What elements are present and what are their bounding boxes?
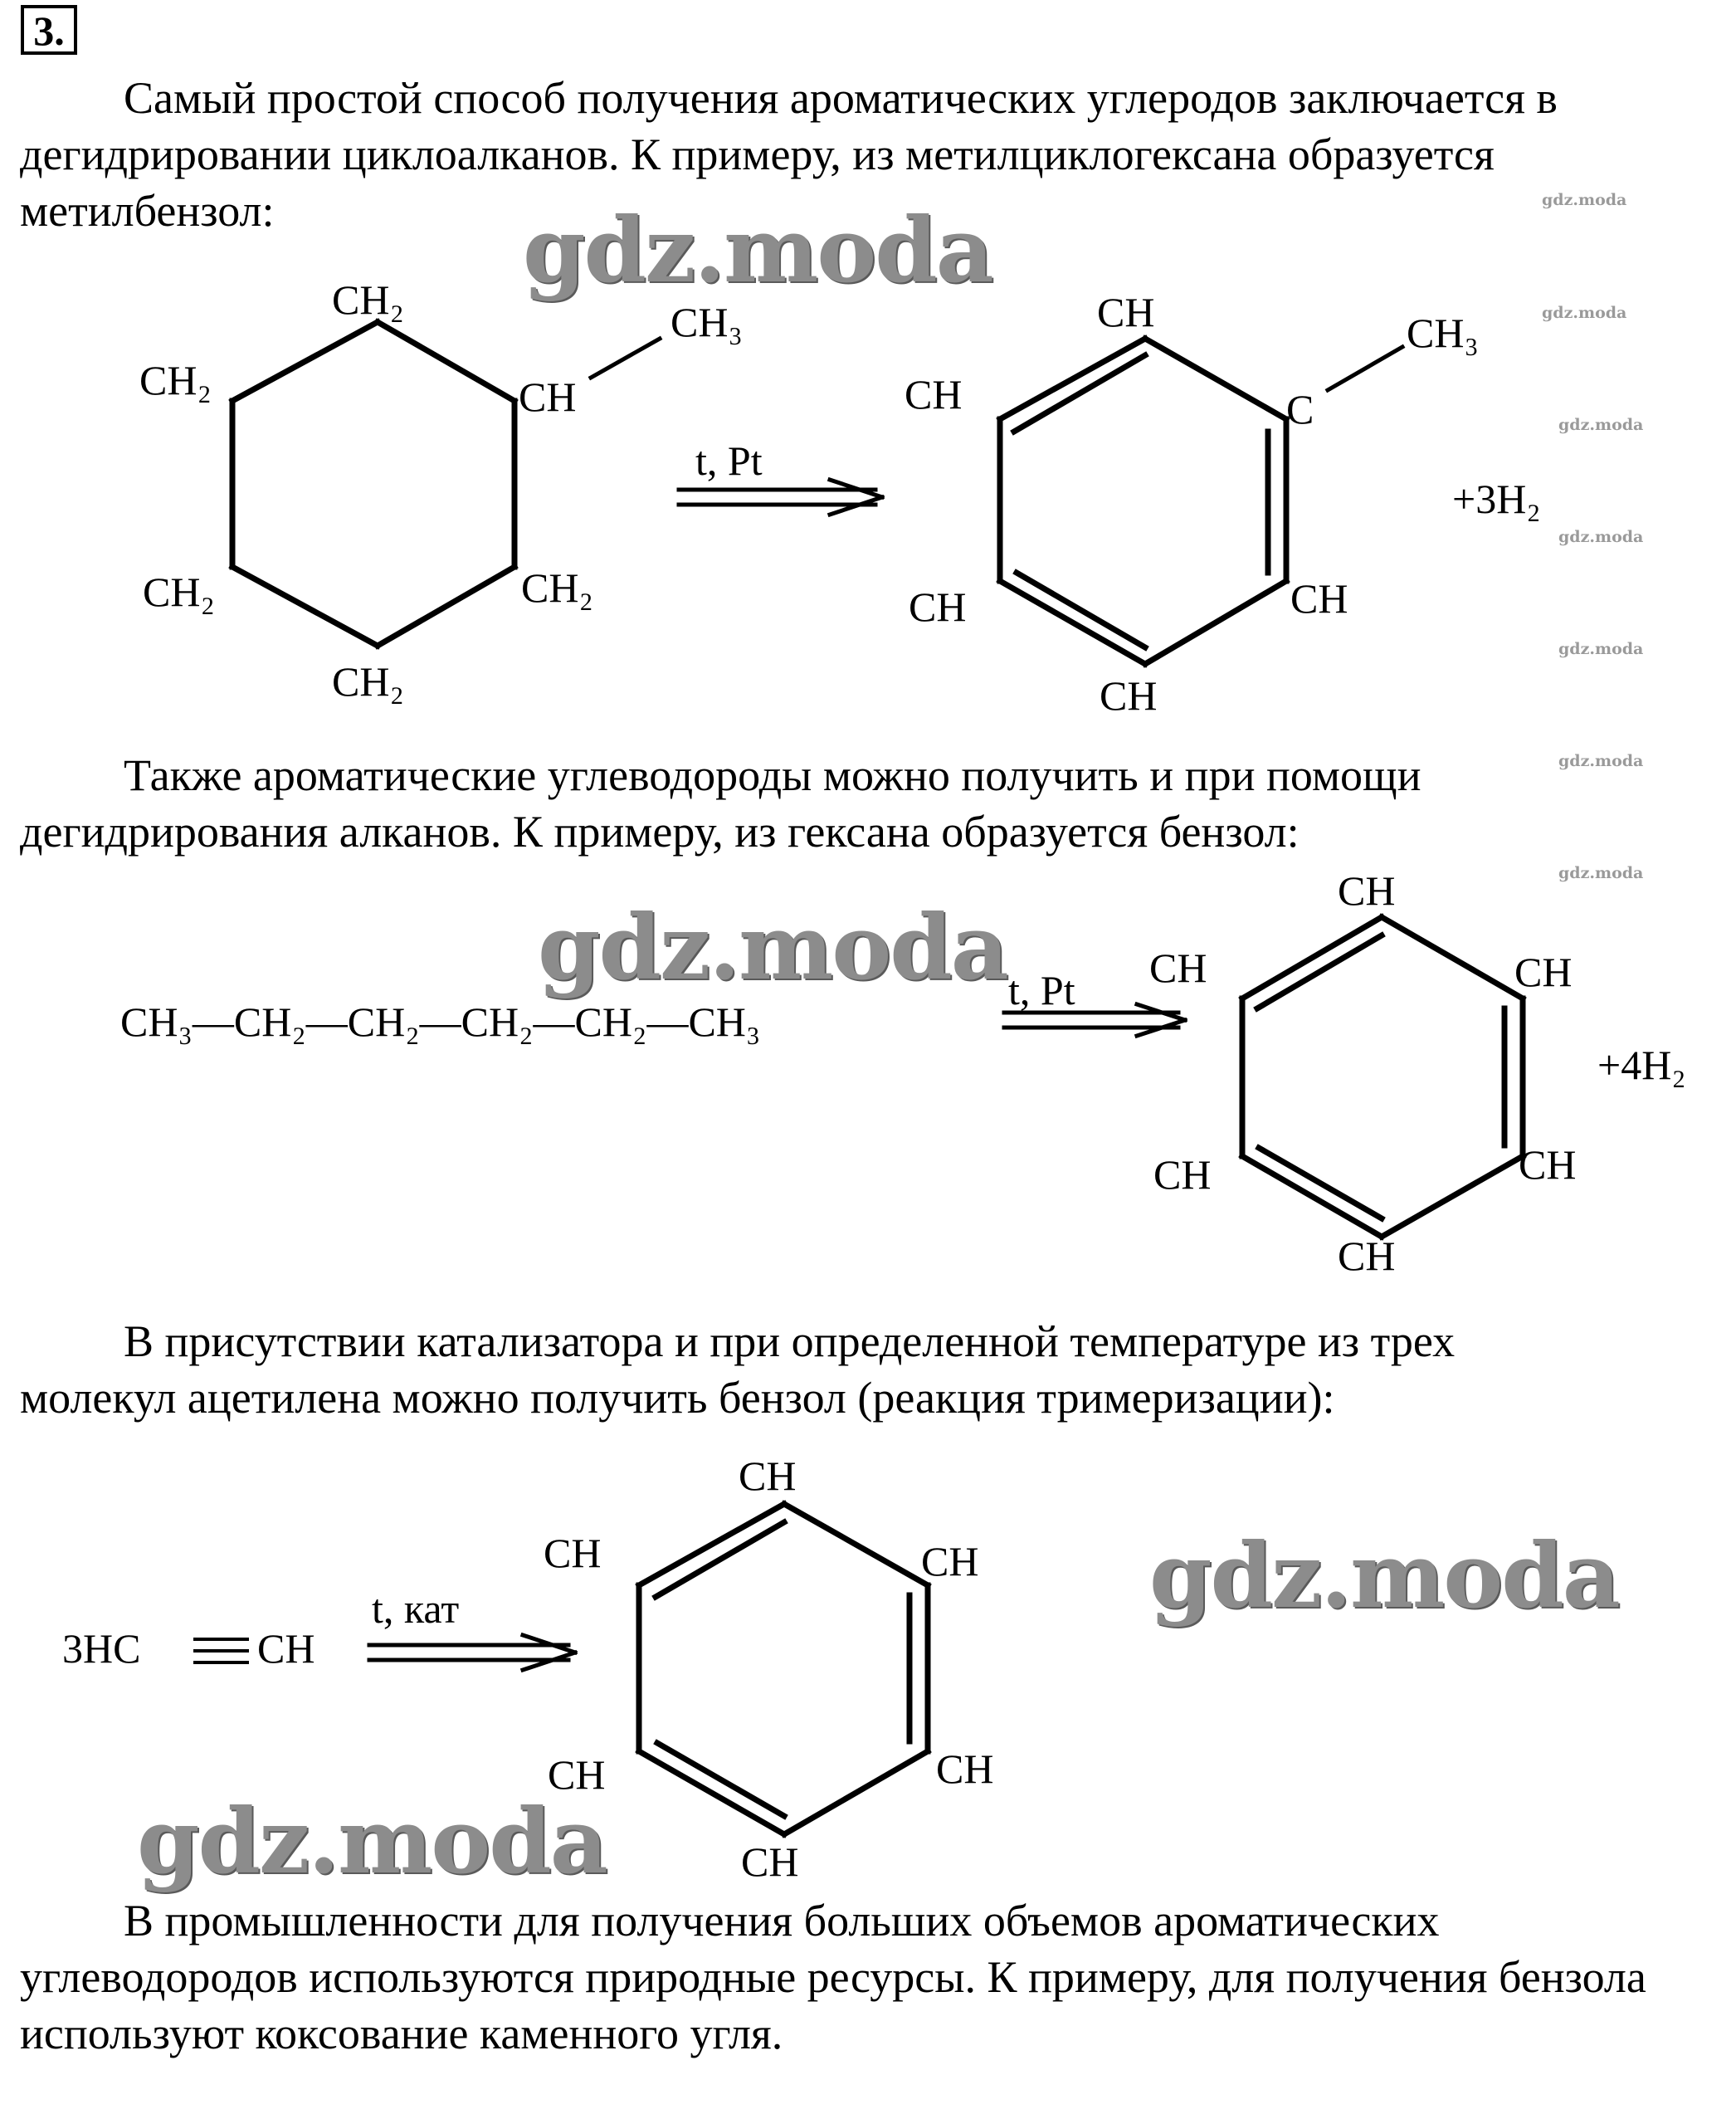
r2-condition: t, Pt (1008, 967, 1075, 1013)
paragraph-1: Самый простой способ получения ароматических углеродов заключается в дегидрировании циклоалканов. К примеру, из метилциклогексана образуется метилбензол: (20, 73, 1558, 236)
watermark-small: gdz.moda (1558, 864, 1644, 882)
r1-reactant-label: CH (519, 373, 577, 420)
r1-reactant-label: CH₂ (521, 564, 593, 611)
r1-product-label: C (1286, 386, 1314, 432)
watermark-small: gdz.moda (1558, 416, 1644, 434)
r3-product-label: CH (741, 1838, 799, 1885)
watermark-small: gdz.moda (1542, 304, 1627, 322)
r2-product-label: CH (1153, 1151, 1212, 1198)
r3-product-label: CH (548, 1751, 606, 1798)
r1-product-label: CH (1097, 289, 1155, 335)
r3-reactant-right: CH (257, 1625, 315, 1672)
watermark-small: gdz.moda (1558, 640, 1644, 658)
benzene-ring-3 (639, 1504, 928, 1834)
r2-product-label: CH (1338, 867, 1396, 914)
watermark: gdz.moda (1149, 1524, 1619, 1628)
r1-product-label: CH₃ (1407, 310, 1479, 356)
r2-byproduct: +4H₂ (1597, 1042, 1686, 1088)
r3-product-label: CH (921, 1538, 979, 1584)
watermark: gdz.moda (137, 1789, 607, 1894)
paragraph-2: Также ароматические углеводороды можно получить и при помощи дегидрирования алканов. К примеру, из гексана образуется бензол: (20, 750, 1421, 857)
r1-byproduct: +3H₂ (1452, 476, 1541, 522)
r3-product-label: CH (544, 1530, 602, 1576)
r2-product-label: CH (1338, 1233, 1396, 1279)
r1-product-label: CH (905, 371, 963, 417)
r3-product-label: CH (739, 1452, 797, 1499)
paragraph-4: В промышленности для получения больших объемов ароматических углеводородов используются природные ресурсы. К примеру, для получения бензола используют коксование каменного угля. (20, 1896, 1646, 2058)
r1-reactant-label: CH₂ (332, 658, 404, 705)
r3-product-label: CH (936, 1745, 994, 1792)
watermark: gdz.moda (538, 896, 1007, 1000)
paragraph-3: В присутствии катализатора и при определенной температуре из трех молекул ацетилена можно получить бензол (реакция тримеризации): (20, 1316, 1456, 1423)
watermark-small: gdz.moda (1542, 191, 1627, 209)
r2-product-label: CH (1149, 945, 1207, 991)
triple-bond (195, 1639, 247, 1662)
r1-product-label: CH (1100, 672, 1158, 719)
r1-reactant-label: CH₂ (139, 357, 212, 403)
r3-reactant-left: 3HC (62, 1625, 141, 1672)
r1-reactant-label: CH₂ (143, 569, 215, 615)
r1-reactant-label: CH₂ (332, 276, 404, 323)
reaction-3-arrow (369, 1635, 575, 1670)
r2-product-label: CH (1519, 1141, 1577, 1188)
r1-reactant-label: CH₃ (671, 299, 743, 345)
hexane-chain: CH₃—CH₂—CH₂—CH₂—CH₂—CH₃ (120, 998, 761, 1045)
r1-product-label: CH (909, 583, 967, 630)
watermark-small: gdz.moda (1558, 528, 1644, 546)
task-number: 3. (21, 5, 77, 55)
reaction-1-arrow (679, 480, 882, 515)
watermark: gdz.moda (523, 198, 992, 303)
r1-product-label: CH (1290, 575, 1348, 622)
methylcyclohexane-ring (232, 322, 660, 646)
watermark-small: gdz.moda (1558, 752, 1644, 770)
r3-condition: t, кат (372, 1585, 460, 1632)
benzene-ring-2 (1242, 917, 1523, 1237)
r1-condition: t, Pt (695, 437, 763, 484)
r2-product-label: CH (1514, 949, 1573, 995)
